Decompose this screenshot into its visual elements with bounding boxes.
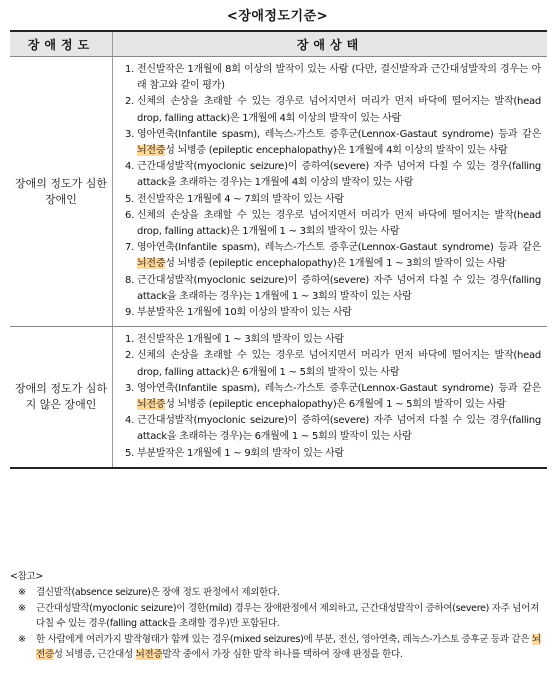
note-item xyxy=(18,601,547,632)
notes-list xyxy=(10,585,547,663)
criteria-item xyxy=(137,413,541,445)
text-segment: 전신발작은 1개월에 8회 이상의 발작이 있는 사람 (다만, 결신발작과 근간대성발작의 경우는 아래 참고와 같이 평가) xyxy=(137,64,541,92)
criteria-item xyxy=(137,62,541,94)
row-label-severe: 장애의 정도가 심한 장애인 xyxy=(10,57,113,327)
note-marker: ※ xyxy=(18,602,26,614)
text-segment: 영아연축(Infantile spasm), 레녹스-가스토 증후군(Lennox-Gastaut syndrome) 등과 같은 xyxy=(137,242,541,254)
highlighted-term: 뇌전증 xyxy=(135,649,163,660)
text-segment: 한 사람에게 여러가지 발작형태가 함께 있는 경우(mixed seizures)에 부분, 전신, 영아연축, 레녹스-가스토 증후군 등과 같은 xyxy=(36,633,532,645)
highlighted-term: 뇌전증 xyxy=(137,145,166,157)
criteria-item xyxy=(137,305,541,321)
text-segment: 성 뇌병증, 근간대성 xyxy=(53,649,136,660)
criteria-item xyxy=(137,192,541,208)
col-header-status: 장애상태 xyxy=(113,31,548,57)
table-row-mild xyxy=(10,327,547,468)
text-segment: 성 뇌병증 (epileptic encephalopathy)은 6개월에 1 ~ 5회의 발작이 있는 사람 xyxy=(165,399,506,411)
text-segment: 근간대성발작(myoclonic seizure)이 증하여(severe) 자주 넘어져 다칠 수 있는 경우(falling attack을 초래하는 경우)는 6개월에 1 ~ 5회의 발작이 있는 사람 xyxy=(137,415,541,443)
criteria-item xyxy=(137,208,541,240)
criteria-item xyxy=(137,332,541,348)
text-segment: 부분발작은 1개월에 1 ~ 9회의 발작이 있는 사람 xyxy=(137,447,344,459)
row-content-severe xyxy=(113,57,548,327)
text-segment: 신체의 손상을 초래할 수 있는 경우로 넘어지면서 머리가 먼저 바닥에 떨어지는 발작(head drop, falling attack)은 1개월에 1 ~ 3회의 발작이 있는 사람 xyxy=(137,209,541,238)
criteria-item xyxy=(137,381,541,413)
text-segment: 영아연축(Infantile spasm), 레녹스-가스토 증후군(Lennox-Gastaut syndrome) 등과 같은 xyxy=(137,382,541,394)
text-segment: 근간대성발작(myoclonic seizure)이 증하여(severe) 자주 넘어져 다칠 수 있는 경우(falling attack을 초래하는 경우)는 1개월에 4회 이상의 발작이 있는 사람 xyxy=(137,161,541,189)
criteria-list xyxy=(119,62,541,321)
highlighted-term: 뇌전증 xyxy=(36,633,541,660)
highlighted-term: 뇌전증 xyxy=(137,258,166,270)
criteria-item xyxy=(137,446,541,462)
text-segment: 신체의 손상을 초래할 수 있는 경우로 넘어지면서 머리가 먼저 바닥에 떨어지는 발작(head drop, falling attack)은 1개월에 4회 이상의 발작이 있는 사람 xyxy=(137,96,541,124)
criteria-list xyxy=(119,332,541,462)
text-segment: 근간대성발작(myoclonic seizure)이 경한(mild) 경우는 장애판정에서 제외하고, 근간대성발작이 증하여(severe) 자주 넘어져 다칠 수 있는 경우(falling attack을 초래할 경우)만 포함된다. xyxy=(36,602,539,629)
note-item xyxy=(18,585,547,601)
criteria-item xyxy=(137,240,541,272)
note-item xyxy=(18,632,547,663)
text-segment: 성 뇌병증 (epileptic encephalopathy)은 1개월에 4회 이상의 발작이 있는 사람 xyxy=(165,145,508,157)
notes-section xyxy=(10,568,547,663)
table-row-severe xyxy=(10,57,547,327)
text-segment: 결신발작(absence seizure)은 장애 정도 판정에서 제외한다. xyxy=(36,587,280,598)
col-header-degree: 장애정도 xyxy=(10,31,113,57)
table-header-row xyxy=(10,31,547,57)
disability-criteria-table xyxy=(10,30,547,469)
text-segment: 근간대성발작(myoclonic seizure)이 증하여(severe) 자주 넘어져 다칠 수 있는 경우(falling attack을 초래하는 경우)는 1개월에 1 ~ 3회의 발작이 있는 사람 xyxy=(137,274,541,302)
row-label-mild: 장애의 정도가 심하지 않은 장애인 xyxy=(10,327,113,468)
text-segment: 신체의 손상을 초래할 수 있는 경우로 넘어지면서 머리가 먼저 바닥에 떨어지는 발작(head drop, falling attack)은 6개월에 1 ~ 5회의 발작이 있는 사람 xyxy=(137,350,541,378)
criteria-item xyxy=(137,159,541,191)
highlighted-term: 뇌전증 xyxy=(137,399,166,411)
text-segment: 영아연축(Infantile spasm), 레녹스-가스토 증후군(Lennox-Gastaut syndrome) 등과 같은 xyxy=(137,128,541,140)
text-segment: 성 뇌병증 (epileptic encephalopathy)은 1개월에 1 ~ 3회의 발작이 있는 사람 xyxy=(165,258,506,270)
note-marker: ※ xyxy=(18,633,26,645)
criteria-item xyxy=(137,348,541,380)
criteria-item xyxy=(137,127,541,159)
row-content-mild xyxy=(113,327,548,468)
text-segment: 전신발작은 1개월에 1 ~ 3회의 발작이 있는 사람 xyxy=(137,334,344,346)
criteria-item xyxy=(137,273,541,305)
notes-heading: <참고> xyxy=(10,571,44,582)
page-title: <장애정도기준> xyxy=(226,9,329,24)
note-marker: ※ xyxy=(18,587,26,598)
text-segment: 부분발작은 1개월에 10회 이상의 발작이 있는 사람 xyxy=(137,307,352,319)
text-segment: 전신발작은 1개월에 4 ~ 7회의 발작이 있는 사람 xyxy=(137,193,344,205)
criteria-item xyxy=(137,94,541,126)
text-segment: 발작 중에서 가장 심한 발작 하나를 택하여 장애 판정을 한다. xyxy=(162,649,403,660)
